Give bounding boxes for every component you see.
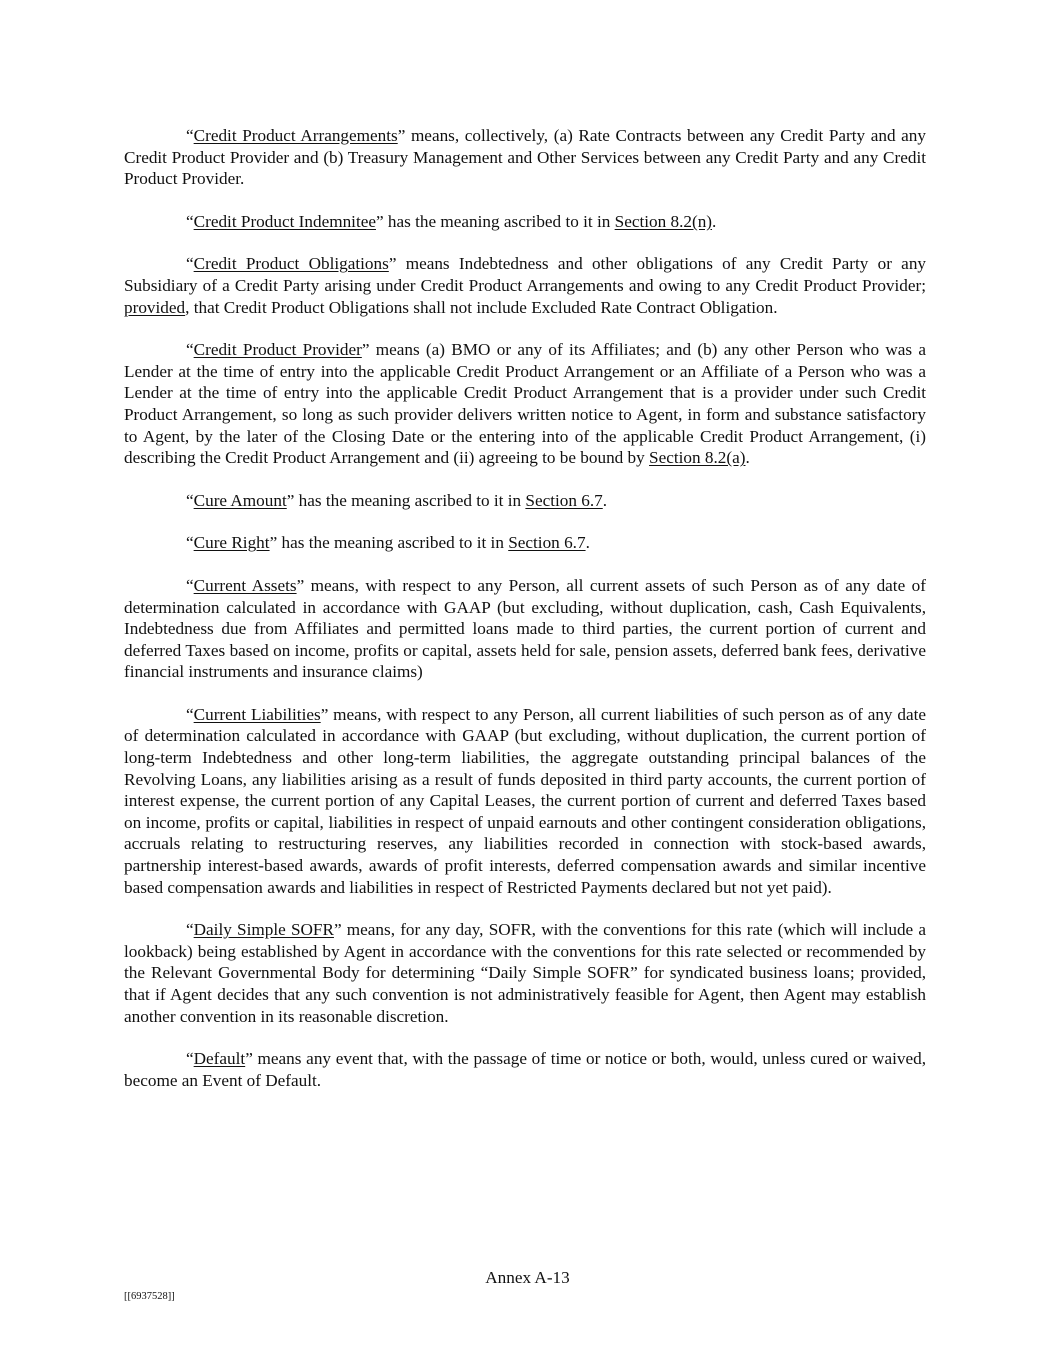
definition-text: “ — [186, 211, 194, 231]
definition-text: “ — [186, 920, 194, 940]
definition-text: ” means, with respect to any Person, all current liabilities of such person as of any date of determination calculated in accordance with GAAP (but excluding, without duplication, the current portion of long-term Indebtedness and other long-term liabilities, the aggregate outstanding principal balances of the Revolving Loans, any liabilities arising as a result of funds deposited in third party accounts, the current portion of interest expense, the current portion of any Capital Leases, the current portion of current and deferred Taxes based on income, profits or capital, liabilities in respect of unpaid earnouts and other contingent consideration obligations, accruals relating to restructuring reserves, any liabilities recorded in connection with stock-based awards, partnership interest-based awards, awards of profit interests, deferred compensation awards and similar incentive based compensation awards and liabilities in respect of Restricted Payments declared but not yet paid). — [124, 704, 926, 897]
definition-paragraph — [124, 575, 926, 683]
definition-paragraph — [124, 1048, 926, 1091]
definition-text: ” means any event that, with the passage of time or notice or both, would, unless cured or waived, become an Event of Default. — [124, 1049, 926, 1090]
definition-paragraph — [124, 125, 926, 190]
cross-reference: Section 8.2(n) — [614, 211, 713, 231]
definition-text: . — [745, 448, 750, 468]
document-body — [124, 125, 926, 1112]
definition-paragraph — [124, 490, 926, 512]
definition-paragraph — [124, 339, 926, 469]
definition-text: “ — [186, 126, 194, 145]
definition-text: ” means (a) BMO or any of its Affiliates; and (b) any other Person who was a Lender at the time of entry into the applicable Credit Product Arrangement or an Affiliate of a Person who was a Lender at the time of entry into the applicable Credit Product Arrangement that is a provider under such Credit Product Arrangement, so long as such provider delivers written notice to Agent, in form and substance satisfactory to Agent, by the later of the Closing Date or the entering into of the applicable Credit Product Arrangement, (i) describing the Credit Product Arrangement and (ii) agreeing to be bound by — [124, 340, 926, 468]
definition-text: “ — [186, 254, 194, 274]
definition-text: “ — [186, 490, 194, 510]
definition-paragraph — [124, 211, 926, 233]
defined-term: Credit Product Indemnitee — [193, 211, 376, 231]
cross-reference: provided — [124, 297, 186, 317]
definition-text: ” means, collectively, (a) Rate Contracts between any Credit Party and any Credit Product Provider and (b) Treasury Management and Other Services between any Credit Party and any Credit Product Provider. — [124, 126, 926, 189]
cross-reference: Section 6.7 — [525, 490, 603, 510]
cross-reference: Section 8.2(a) — [649, 448, 746, 468]
definition-paragraph — [124, 253, 926, 318]
definition-paragraph — [124, 704, 926, 898]
defined-term: Daily Simple SOFR — [193, 920, 334, 940]
defined-term: Current Assets — [193, 575, 297, 595]
defined-term: Credit Product Provider — [193, 340, 362, 360]
definition-text: ” means, for any day, SOFR, with the conventions for this rate (which will include a lookback) being established by Agent in accordance with the conventions for this rate selected or recommended by the Relevant Governmental Body for determining “Daily Simple SOFR” for syndicated business loans; provided, that if Agent decides that any such convention is not administratively feasible for Agent, then Agent may establish another convention in its reasonable discretion. — [124, 920, 927, 1026]
definition-text: ” has the meaning ascribed to it in — [286, 490, 526, 510]
defined-term: Current Liabilities — [193, 704, 321, 724]
definition-text: “ — [186, 1049, 194, 1069]
defined-term: Default — [193, 1049, 246, 1069]
cross-reference: Section 6.7 — [508, 533, 586, 553]
defined-term: Cure Amount — [193, 490, 287, 510]
defined-term: Cure Right — [193, 533, 270, 553]
definition-paragraph — [124, 919, 926, 1027]
definition-text: “ — [186, 340, 194, 360]
definition-text: “ — [186, 575, 194, 595]
definition-text: “ — [186, 533, 194, 553]
definition-text: ” means Indebtedness and other obligations of any Credit Party or any Subsidiary of a Credit Party arising under Credit Product Arrangements and owing to any Credit Product Provider; — [124, 254, 927, 295]
definition-text: ” has the meaning ascribed to it in — [269, 533, 509, 553]
defined-term: Credit Product Obligations — [193, 254, 389, 274]
document-id: [[6937528]] — [124, 1291, 175, 1302]
definition-text: ” has the meaning ascribed to it in — [375, 211, 615, 231]
defined-term: Credit Product Arrangements — [193, 126, 398, 145]
definition-text: ” means, with respect to any Person, all current assets of such Person as of any date of determination calculated in accordance with GAAP (but excluding, without duplication, cash, Cash Equivalents, Indebtedness due from Affiliates and permitted loans made to third parties, the current portion of current and deferred Taxes based on income, profits or capital, assets held for sale, pension assets, deferred bank fees, derivative financial instruments and insurance claims) — [124, 575, 926, 682]
page-footer-label: Annex A-13 — [485, 1268, 570, 1287]
definition-text: . — [585, 533, 590, 553]
definition-paragraph — [124, 532, 926, 554]
definition-text: , that Credit Product Obligations shall not include Excluded Rate Contract Obligation. — [185, 297, 778, 317]
definition-text: . — [712, 211, 717, 231]
definition-text: . — [602, 490, 608, 510]
definition-text: “ — [186, 704, 194, 724]
